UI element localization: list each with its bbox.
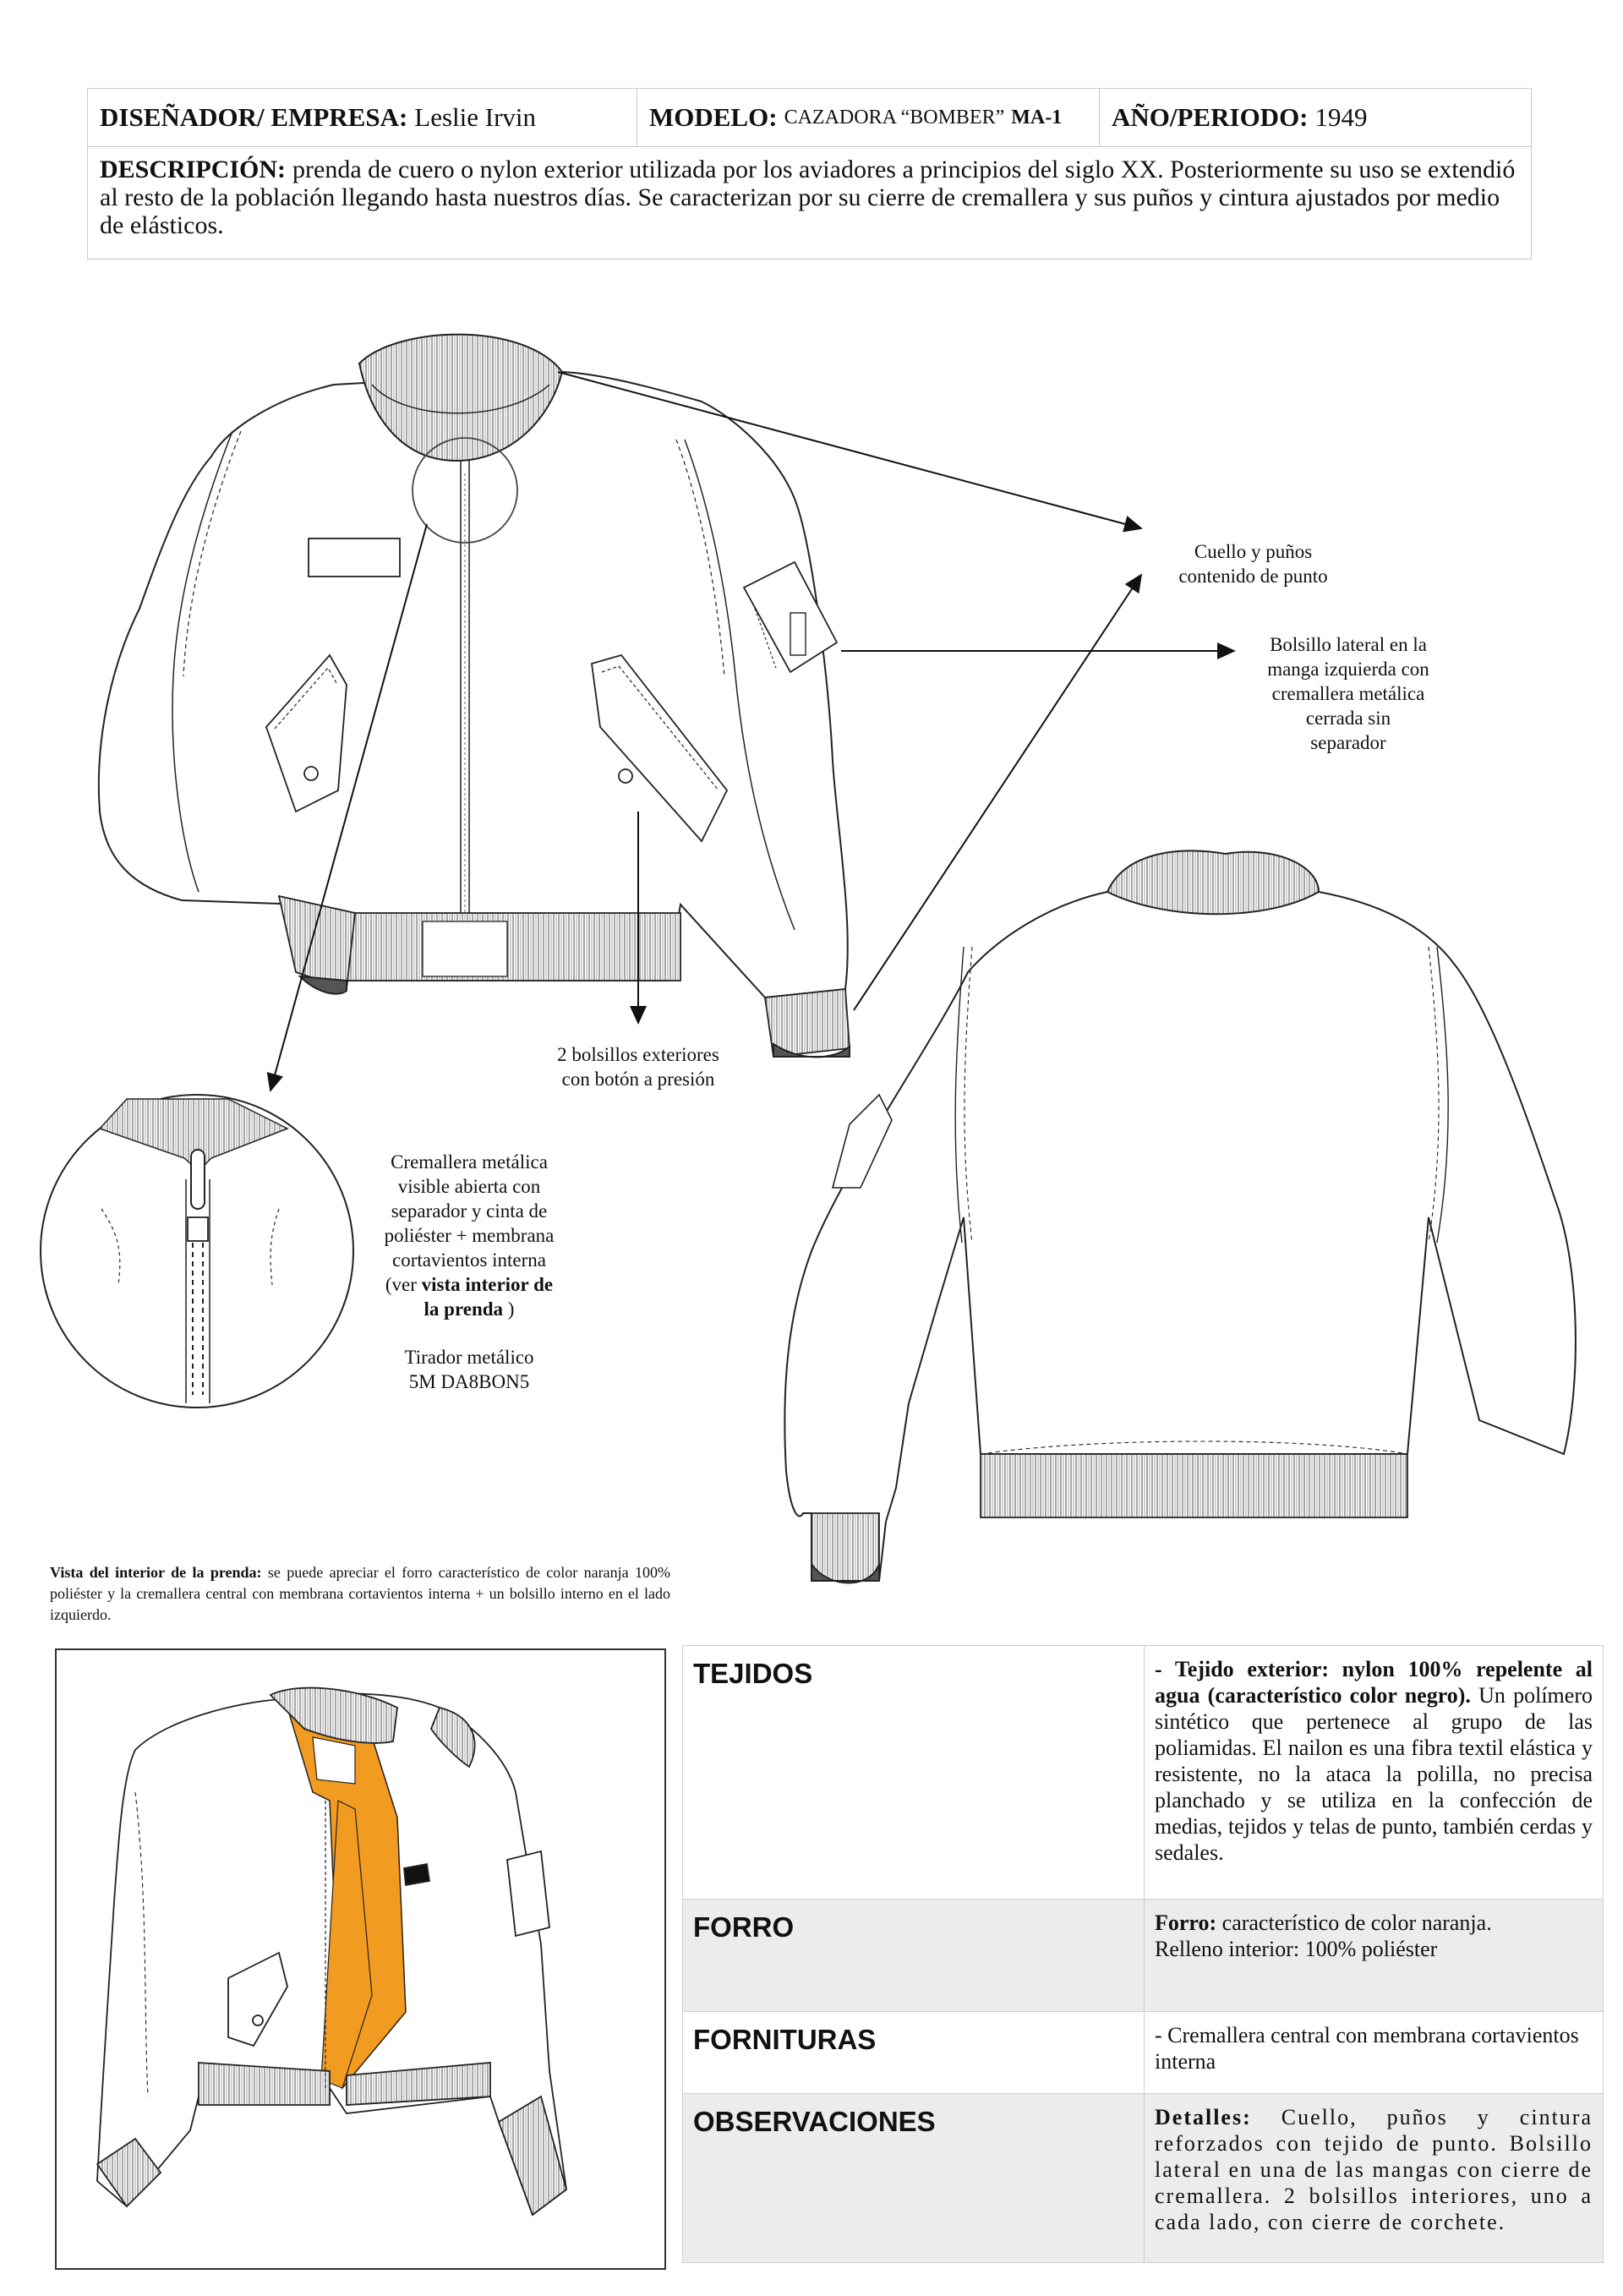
sleeve-pocket-callout (1243, 632, 1454, 755)
specs-row-observaciones (683, 2094, 1604, 2263)
zipper-ref-bold1: vista interior de (421, 1274, 554, 1295)
year-value: 1949 (1314, 102, 1368, 132)
specs-row-fornituras (683, 2012, 1604, 2094)
forro-label: FORRO (683, 1900, 1145, 2012)
observaciones-label: OBSERVACIONES (683, 2094, 1145, 2263)
collar-callout (1158, 539, 1348, 588)
observaciones-value (1145, 2094, 1604, 2263)
zipper-ref-post: ) (503, 1298, 515, 1320)
puller-line2: 5M DA8BON5 (408, 1371, 530, 1392)
zipper-callout-ref1 (363, 1272, 575, 1297)
pockets-callout-line2: con botón a presión (561, 1069, 715, 1090)
collar-callout-line1: Cuello y puños (1194, 541, 1313, 562)
forro-text2: Relleno interior: 100% poliéster (1155, 1937, 1438, 1961)
zipper-callout-line3: separador y cinta de (391, 1200, 548, 1222)
front-jacket-drawing (99, 335, 850, 1058)
tejidos-value (1145, 1646, 1604, 1900)
interior-caption (50, 1562, 670, 1626)
designer-value: Leslie Irvin (414, 102, 537, 132)
zipper-callout-line5: cortavientos interna (391, 1249, 546, 1271)
specs-row-forro (683, 1900, 1604, 2012)
pockets-callout-line1: 2 bolsillos exteriores (557, 1044, 719, 1065)
interior-caption-text: se puede apreciar el forro característico de color naranja 100% poliéster y la cremallera central con membrana cortavientos interna + un bolsillo interno en el lado izquierdo. (50, 1564, 670, 1623)
puller-line1: Tirador metálico (404, 1347, 534, 1368)
designer-label: DISEÑADOR/ EMPRESA: (100, 102, 408, 132)
observaciones-bold: Detalles: (1155, 2105, 1252, 2129)
interior-caption-bold: Vista del interior de la prenda: (50, 1564, 262, 1581)
sleeve-pocket-line2: manga izquierda con (1267, 659, 1429, 680)
tejidos-bold: - Tejido exterior: nylon 100% repelente al agua (característico color negro). (1155, 1657, 1593, 1708)
model-label: MODELO: (649, 102, 778, 132)
zipper-ref-pre: (ver (385, 1274, 422, 1295)
tejidos-label: TEJIDOS (683, 1646, 1145, 1900)
zipper-callout-line4: poliéster + membrana (384, 1225, 555, 1246)
pockets-callout (533, 1042, 744, 1091)
model-code: MA-1 (1011, 106, 1063, 128)
forro-text: característico de color naranja. (1216, 1911, 1492, 1935)
fornituras-label: FORNITURAS (683, 2012, 1145, 2094)
interior-view-frame (55, 1648, 666, 2270)
zipper-ref-bold2: la prenda (424, 1298, 504, 1320)
sleeve-pocket-line3: cremallera metálica (1271, 683, 1425, 704)
description-text: prenda de cuero o nylon exterior utilizada por los aviadores a principios del siglo XX. Posteriormente su uso se extendió al resto de la población llegando hasta nuestros días. Se caracterizan por su cierre de cremallera y sus puños y cintura ajustados por medio de elásticos. (100, 156, 1516, 239)
specs-row-tejidos (683, 1646, 1604, 1900)
sleeve-pocket-line1: Bolsillo lateral en la (1270, 634, 1427, 655)
collar-callout-line2: contenido de punto (1178, 566, 1328, 587)
zipper-callout-line2: visible abierta con (397, 1176, 541, 1197)
observaciones-text: Cuello, puños y cintura reforzados con tejido de punto. Bolsillo lateral en una de las mangas con cierre de cremallera. 2 bolsillos interiores, uno a cada lado, con cierre de corchete. (1155, 2105, 1593, 2234)
forro-value (1145, 1900, 1604, 2012)
year-label: AÑO/PERIODO: (1112, 102, 1309, 132)
description-label: DESCRIPCIÓN: (100, 156, 287, 183)
specs-table (682, 1645, 1604, 2263)
back-jacket-drawing (784, 850, 1576, 1583)
zipper-callout-line1: Cremallera metálica (391, 1151, 548, 1173)
fornituras-value: - Cremallera central con membrana cortavientos interna (1145, 2012, 1604, 2094)
forro-bold: Forro: (1155, 1911, 1217, 1935)
tejidos-text: Un polímero sintético que pertenece al grupo de las poliamidas. El nailon es una fibra textil elástica y resistente, no la ataca la polilla, no precisa planchado y se utiliza en la confección de medias, tejidos y telas de punto, también cerdas y sedales. (1155, 1683, 1593, 1865)
model-value: CAZADORA “BOMBER” (784, 106, 1005, 128)
sleeve-pocket-line4: cerrada sin (1305, 708, 1391, 729)
zipper-callout (363, 1150, 575, 1394)
sleeve-pocket-line5: separador (1310, 732, 1386, 753)
zipper-callout-ref2 (363, 1297, 575, 1321)
zipper-detail-drawing (41, 1095, 353, 1408)
